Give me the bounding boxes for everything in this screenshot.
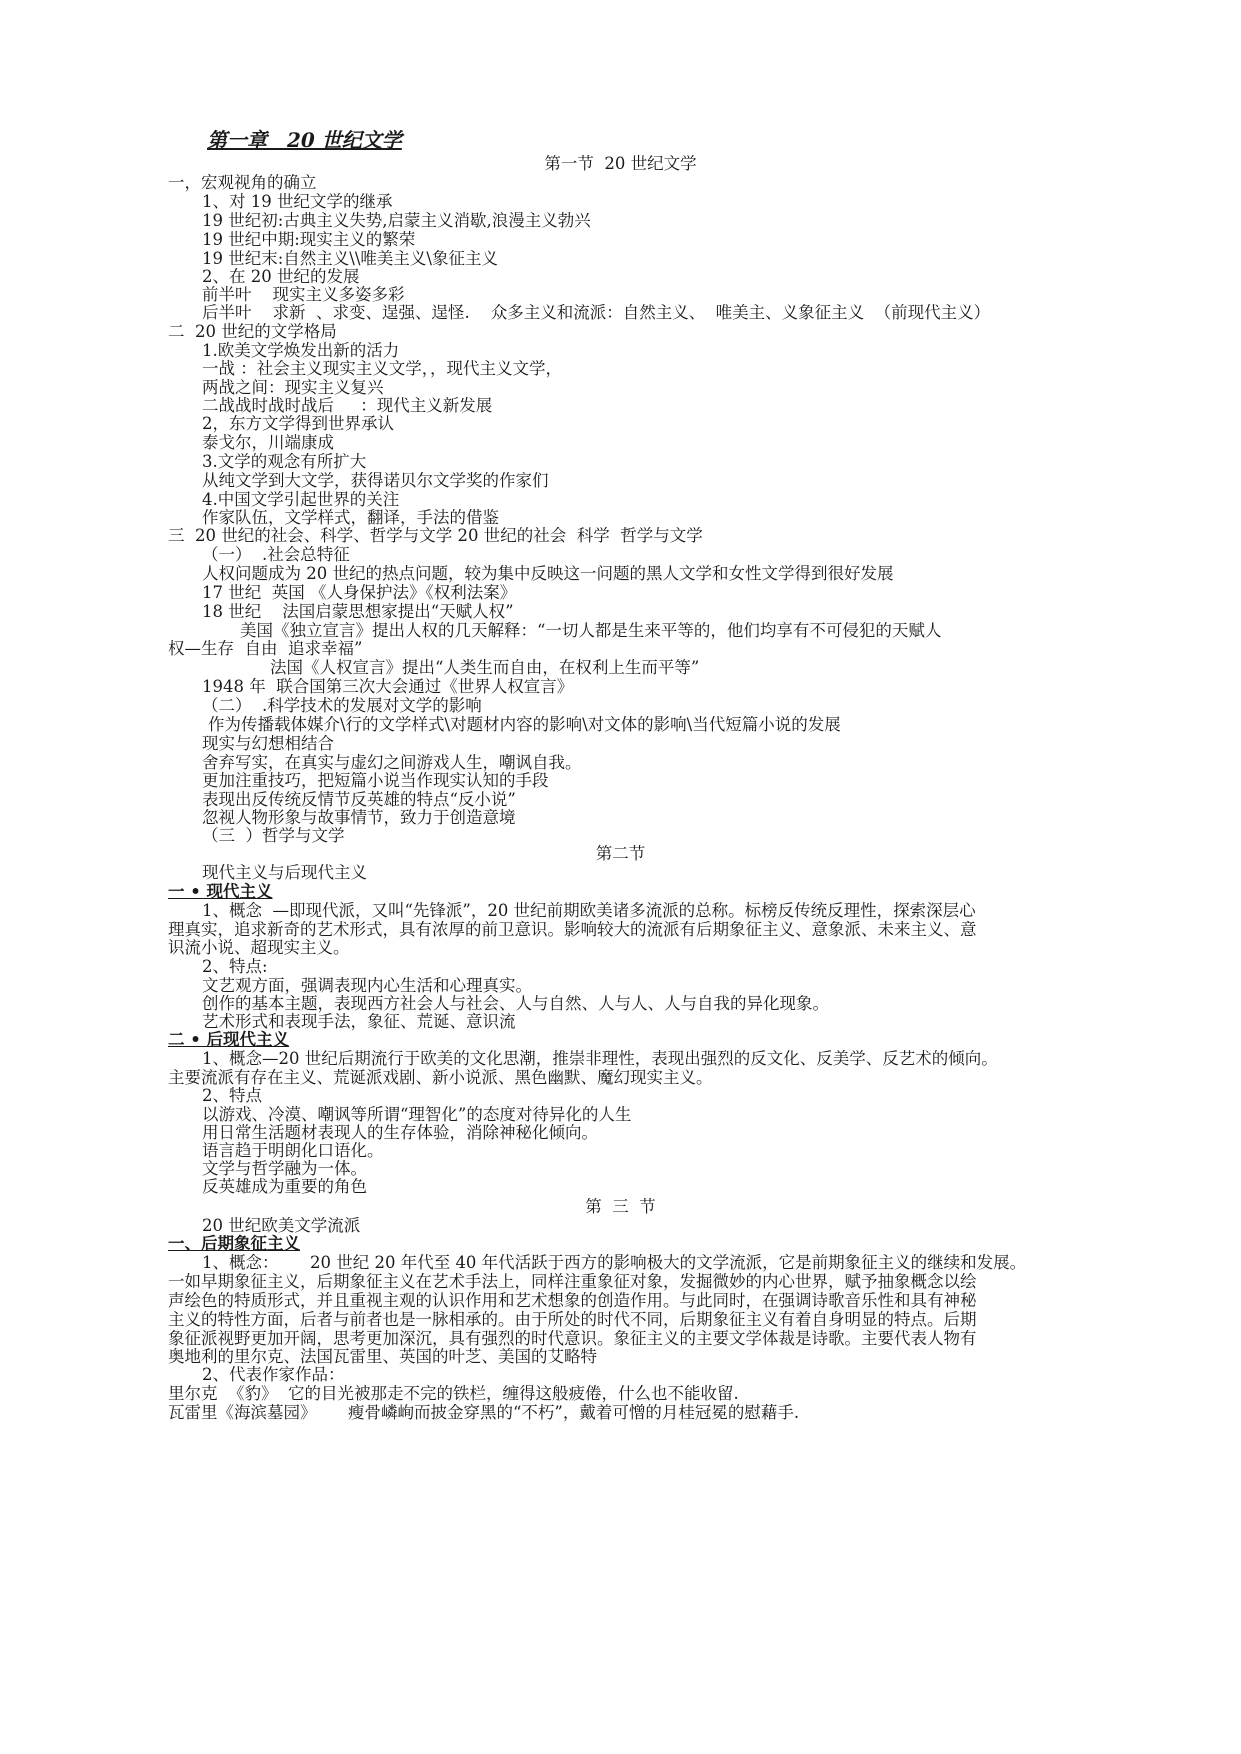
- text-line: 声绘色的特质形式，并且重视主观的认识作用和艺术想象的创造作用。与此同时，在强调诗歌音乐性和具有神秘: [168, 1291, 977, 1310]
- text-line: （一） .社会总特征: [202, 545, 350, 564]
- text-line: 创作的基本主题，表现西方社会人与社会、人与自然、人与人、人与自我的异化现象。: [202, 994, 829, 1013]
- heading-line: 一，宏观视角的确立: [168, 173, 317, 192]
- section2-title: 第二节: [595, 844, 646, 863]
- text-line: 人权问题成为 20 世纪的热点问题，较为集中反映这一问题的黑人文学和女性文学得到很好发展: [202, 564, 894, 583]
- text-line: 舍弃写实，在真实与虚幻之间游戏人生，嘲讽自我。: [202, 753, 582, 772]
- text-line: 19 世纪初:古典主义失势,启蒙主义消歇,浪漫主义勃兴: [202, 211, 591, 230]
- text-line: 用日常生活题材表现人的生存体验，消除神秘化倾向。: [202, 1123, 598, 1142]
- text-line: 识流小说、超现实主义。: [168, 938, 350, 957]
- text-line: 以游戏、冷漠、嘲讽等所谓“理智化”的态度对待异化的人生: [202, 1105, 632, 1124]
- text-line: 文学与哲学融为一体。: [202, 1159, 367, 1178]
- text-line: 19 世纪中期:现实主义的繁荣: [202, 230, 416, 249]
- text-line: 两战之间：现实主义复兴: [202, 378, 384, 397]
- text-line: 美国《独立宣言》提出人权的几天解释：“一切人都是生来平等的，他们均享有不可侵犯的天赋人: [240, 621, 942, 640]
- text-line: 权—生存 自由 追求幸福”: [168, 639, 363, 658]
- text-line: 理真实，追求新奇的艺术形式，具有浓厚的前卫意识。影响较大的流派有后期象征主义、意象派、未来主义、意: [168, 920, 977, 939]
- text-line: 1、概念—20 世纪后期流行于欧美的文化思潮，推崇非理性，表现出强烈的反文化、反美学、反艺术的倾向。: [202, 1049, 998, 1068]
- text-line: 更加注重技巧，把短篇小说当作现实认知的手段: [202, 771, 549, 790]
- text-line: 20 世纪欧美文学流派: [202, 1216, 361, 1235]
- text-line: 主要流派有存在主义、荒诞派戏剧、新小说派、黑色幽默、魔幻现实主义。: [168, 1068, 713, 1087]
- text-line: 瓦雷里《海滨墓园》 瘦骨嶙峋而披金穿黑的“不朽”，戴着可憎的月桂冠冕的慰藉手.: [168, 1403, 800, 1422]
- text-line: 2、在 20 世纪的发展: [202, 267, 360, 286]
- text-line: 一如早期象征主义，后期象征主义在艺术手法上，同样注重象征对象，发掘微妙的内心世界，赋予抽象概念以绘: [168, 1272, 977, 1291]
- text-line: 法国《人权宣言》提出“人类生而自由，在权利上生而平等”: [270, 658, 700, 677]
- text-line: 4.中国文学引起世界的关注: [202, 490, 400, 509]
- text-line: 2、特点: [202, 1086, 262, 1105]
- text-line: 里尔克 《豹》 它的目光被那走不完的铁栏，缠得这般疲倦，什么也不能收留.: [168, 1384, 739, 1403]
- text-line: 1948 年 联合国第三次大会通过《世界人权宣言》: [202, 677, 574, 696]
- text-line: 18 世纪 法国启蒙思想家提出“天赋人权”: [202, 602, 514, 621]
- text-line: 2、特点:: [202, 957, 268, 976]
- text-line: 泰戈尔，川端康成: [202, 433, 334, 452]
- text-line: 忽视人物形象与故事情节，致力于创造意境: [202, 808, 516, 827]
- chapter-title: 第一章 20 世纪文学: [207, 128, 402, 152]
- text-line: 现实与幻想相结合: [202, 734, 334, 753]
- text-line: 奥地利的里尔克、法国瓦雷里、英国的叶芝、美国的艾略特: [168, 1347, 597, 1366]
- text-line: 语言趋于明朗化口语化。: [202, 1141, 384, 1160]
- text-line: 前半叶 现实主义多姿多彩: [202, 285, 405, 304]
- text-line: 从纯文学到大文学，获得诺贝尔文学奖的作家们: [202, 471, 549, 490]
- text-line: 1、对 19 世纪文学的继承: [202, 192, 393, 211]
- text-line: （三 ）哲学与文学: [202, 826, 345, 845]
- text-line: 19 世纪末:自然主义\\唯美主义\象征主义: [202, 249, 498, 268]
- subsection-heading: 一 • 现代主义: [168, 882, 273, 901]
- text-line: 17 世纪 英国 《人身保护法》《权利法案》: [202, 583, 517, 602]
- text-line: 后半叶 求新 、求变、逞强、逞怪. 众多主义和流派：自然主义、 唯美主、义象征主义 （前现代主义）: [202, 303, 991, 322]
- heading-line: 三 20 世纪的社会、科学、哲学与文学 20 世纪的社会 科学 哲学与文学: [168, 526, 703, 545]
- text-line: 文艺观方面，强调表现内心生活和心理真实。: [202, 976, 532, 995]
- subsection-heading: 一、后期象征主义: [168, 1234, 300, 1253]
- text-line: 艺术形式和表现手法，象征、荒诞、意识流: [202, 1012, 516, 1031]
- text-line: 2，东方文学得到世界承认: [202, 414, 394, 433]
- text-line: 2、代表作家作品：: [202, 1365, 345, 1384]
- subsection-heading: 二 • 后现代主义: [168, 1030, 290, 1049]
- text-line: 表现出反传统反情节反英雄的特点“反小说”: [202, 790, 516, 809]
- text-line: 作为传播载体媒介\行的文学样式\对题材内容的影响\对文体的影响\当代短篇小说的发展: [208, 715, 841, 734]
- text-line: 1、概念 —即现代派，又叫“先锋派”，20 世纪前期欧美诸多流派的总称。标榜反传统反理性，探索深层心: [202, 901, 976, 920]
- section1-title: 第一节 20 世纪文学: [544, 154, 697, 173]
- text-line: 象征派视野更加开阔，思考更加深沉，具有强烈的时代意识。象征主义的主要文学体裁是诗歌。主要代表人物有: [168, 1329, 977, 1348]
- text-line: 主义的特性方面，后者与前者也是一脉相承的。由于所处的时代不同，后期象征主义有着自身明显的特点。后期: [168, 1310, 977, 1329]
- text-line: 作家队伍，文学样式，翻译，手法的借鉴: [202, 508, 499, 527]
- heading-line: 二 20 世纪的文学格局: [168, 322, 337, 341]
- text-line: 反英雄成为重要的角色: [202, 1177, 367, 1196]
- text-line: 二战战时战时战后 ：现代主义新发展: [202, 396, 493, 415]
- text-line: 现代主义与后现代主义: [202, 863, 367, 882]
- section3-title: 第 三 节: [585, 1197, 656, 1216]
- text-line: 1、概念： 20 世纪 20 年代至 40 年代活跃于西方的影响极大的文学流派，它是前期象征主义的继续和发展。: [202, 1253, 1027, 1272]
- text-line: 1.欧美文学焕发出新的活力: [202, 341, 400, 360]
- text-line: 3.文学的观念有所扩大: [202, 452, 367, 471]
- text-line: （二） .科学技术的发展对文学的影响: [202, 696, 482, 715]
- text-line: 一战 ：社会主义现实主义文学，，现代主义文学，: [202, 359, 562, 378]
